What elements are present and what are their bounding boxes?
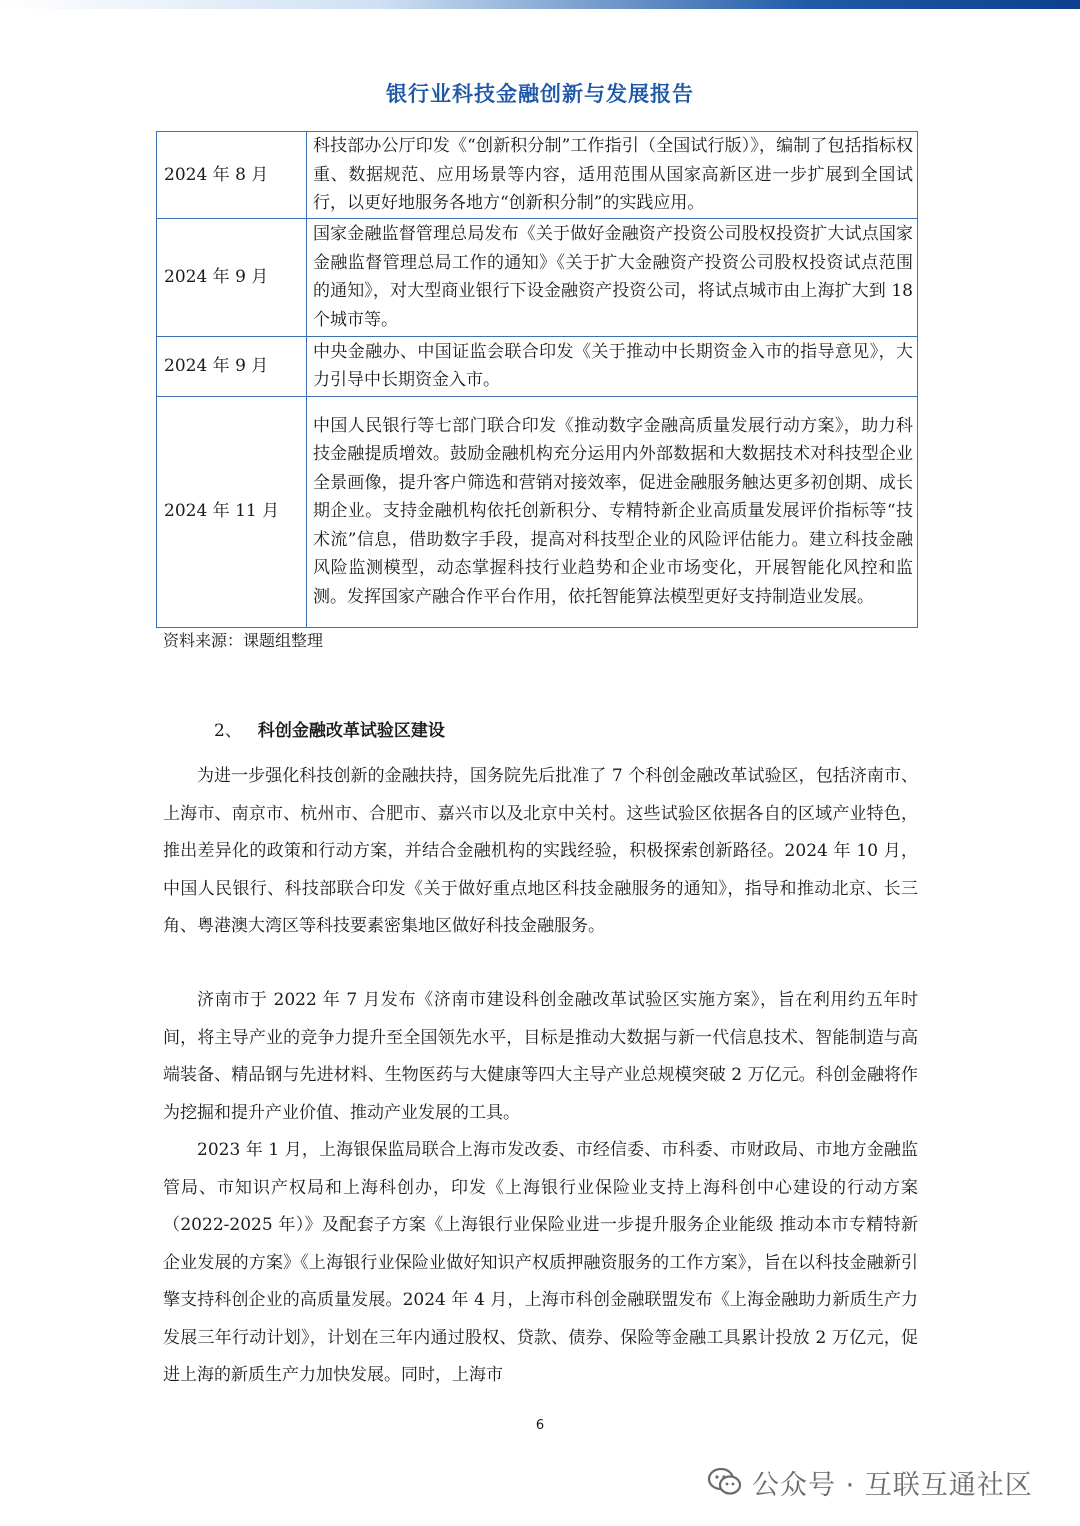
table-date-cell: 2024 年 9 月 (157, 218, 307, 336)
watermark (708, 1462, 1033, 1502)
wechat-icon (708, 1467, 742, 1497)
table-content-cell: 中央金融办、中国证监会联合印发《关于推动中长期资金入市的指导意见》，大力引导中长期资金入市。 (307, 336, 918, 396)
body-paragraph: 2023 年 1 月，上海银保监局联合上海市发改委、市经信委、市科委、市财政局、市地方金融监管局、市知识产权局和上海科创办，印发《上海银行业保险业支持上海科创中心建设的行动方案（2022-2025 年）》及配套子方案《上海银行业保险业进一步提升服务企业能级 推动本市专精特新企业发展的方案》《上海银行业保险业做好知识产权质押融资服务的工作方案》，旨在以科技金融新引擎支持科创企业的高质量发展。2024 年 4 月，上海市科创金融联盟发布《上海金融助力新质生产力发展三年行动计划》，计划在三年内通过股权、贷款、债券、保险等金融工具累计投放 2 万亿元，促进上海的新质生产力加快发展。同时，上海市 (163, 1140, 918, 1385)
watermark-text: 公众号 · 互联互通社区 (752, 1469, 1033, 1501)
table-date-cell: 2024 年 11 月 (157, 396, 307, 627)
section-heading (214, 716, 445, 741)
section-body (163, 1132, 918, 1395)
table-date-cell: 2024 年 9 月 (157, 336, 307, 396)
table-content-cell: 国家金融监督管理总局发布《关于做好金融资产投资公司股权投资扩大试点国家金融监督管理总局工作的通知》《关于扩大金融资产投资公司股权投资试点范围的通知》，对大型商业银行下设金融资产投资公司，将试点城市由上海扩大到 18 个城市等。 (307, 218, 918, 336)
section-body (163, 982, 918, 1132)
section-body (163, 758, 918, 946)
table-content-cell: 科技部办公厅印发《“创新积分制”工作指引（全国试行版）》，编制了包括指标权重、数据规范、应用场景等内容，适用范围从国家高新区进一步扩展到全国试行，以更好地服务各地方“创新积分制”的实践应用。 (307, 132, 918, 219)
body-paragraph: 为进一步强化科技创新的金融扶持，国务院先后批准了 7 个科创金融改革试验区，包括济南市、上海市、南京市、杭州市、合肥市、嘉兴市以及北京中关村。这些试验区依据各自的区域产业特色，推出差异化的政策和行动方案，并结合金融机构的实践经验，积极探索创新路径。2024 年 10 月，中国人民银行、科技部联合印发《关于做好重点地区科技金融服务的通知》，指导和推动北京、长三角、粤港澳大湾区等科技要素密集地区做好科技金融服务。 (163, 766, 918, 936)
table-row (157, 218, 918, 336)
table-date-cell: 2024 年 8 月 (157, 132, 307, 219)
body-paragraph: 济南市于 2022 年 7 月发布《济南市建设科创金融改革试验区实施方案》，旨在利用约五年时间，将主导产业的竞争力提升至全国领先水平，目标是推动大数据与新一代信息技术、智能制造与高端装备、精品钢与先进材料、生物医药与大健康等四大主导产业总规模突破 2 万亿元。科创金融将作为挖掘和提升产业价值、推动产业发展的工具。 (163, 990, 918, 1123)
top-decorative-bar (0, 0, 1080, 9)
section-title: 科创金融改革试验区建设 (257, 721, 445, 741)
table-row (157, 396, 918, 627)
table-row (157, 336, 918, 396)
section-number: 2、 (214, 721, 242, 741)
page-header-title: 银行业科技金融创新与发展报告 (386, 82, 694, 106)
table-content-cell: 中国人民银行等七部门联合印发《推动数字金融高质量发展行动方案》，助力科技金融提质增效。鼓励金融机构充分运用内外部数据和大数据技术对科技型企业全景画像，提升客户筛选和营销对接效率，促进金融服务触达更多初创期、成长期企业。支持金融机构依托创新积分、专精特新企业高质量发展评价指标等“技术流”信息，借助数字手段，提高对科技型企业的风险评估能力。建立科技金融风险监测模型，动态掌握科技行业趋势和企业市场变化，开展智能化风控和监测。发挥国家产融合作平台作用，依托智能算法模型更好支持制造业发展。 (307, 396, 918, 627)
policy-timeline-table (156, 131, 918, 628)
table-source-note: 资料来源：课题组整理 (163, 631, 324, 650)
page-number: 6 (535, 1418, 545, 1433)
table-row (157, 132, 918, 219)
